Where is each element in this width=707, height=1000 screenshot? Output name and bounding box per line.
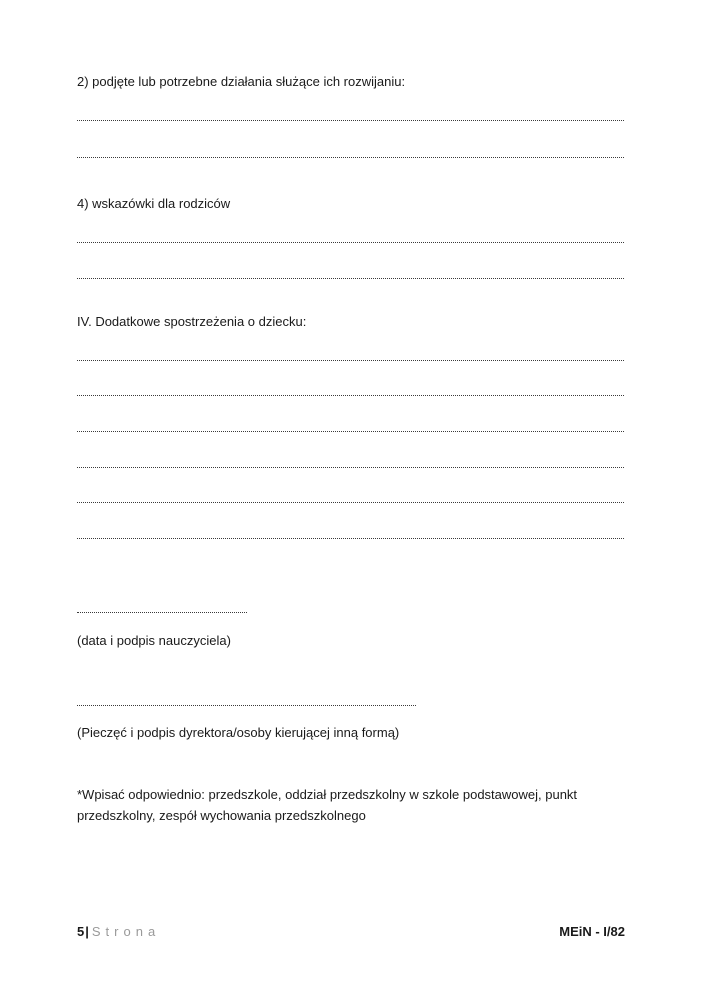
teacher-signature-label: (data i podpis nauczyciela) bbox=[77, 633, 231, 648]
section-4-heading: 4) wskazówki dla rodziców bbox=[77, 196, 231, 211]
director-signature-label: (Pieczęć i podpis dyrektora/osoby kierującej inną formą) bbox=[77, 725, 400, 740]
page-word: Strona bbox=[91, 924, 161, 939]
fill-line-4b[interactable] bbox=[77, 278, 624, 279]
fill-line-iv-5[interactable] bbox=[77, 502, 624, 503]
page-separator: | bbox=[85, 924, 89, 939]
fill-line-2b[interactable] bbox=[77, 157, 624, 158]
teacher-signature-line[interactable] bbox=[77, 612, 247, 613]
document-code: MEiN - I/82 bbox=[559, 924, 625, 939]
fill-line-4a[interactable] bbox=[77, 242, 624, 243]
fill-line-iv-4[interactable] bbox=[77, 467, 624, 468]
section-2-heading: 2) podjęte lub potrzebne działania służące ich rozwijaniu: bbox=[77, 74, 406, 89]
page-number: 5 bbox=[77, 924, 85, 939]
director-signature-line[interactable] bbox=[77, 705, 416, 706]
page-footer-left bbox=[77, 924, 160, 940]
fill-line-2a[interactable] bbox=[77, 120, 624, 121]
footnote: *Wpisać odpowiednio: przedszkole, oddział przedszkolny w szkole podstawowej, punkt przedszkolny, zespół wychowania przedszkolnego bbox=[77, 787, 578, 823]
section-iv-heading: IV. Dodatkowe spostrzeżenia o dziecku: bbox=[77, 314, 307, 329]
fill-line-iv-2[interactable] bbox=[77, 395, 624, 396]
fill-line-iv-1[interactable] bbox=[77, 360, 624, 361]
fill-line-iv-3[interactable] bbox=[77, 431, 624, 432]
fill-line-iv-6[interactable] bbox=[77, 538, 624, 539]
